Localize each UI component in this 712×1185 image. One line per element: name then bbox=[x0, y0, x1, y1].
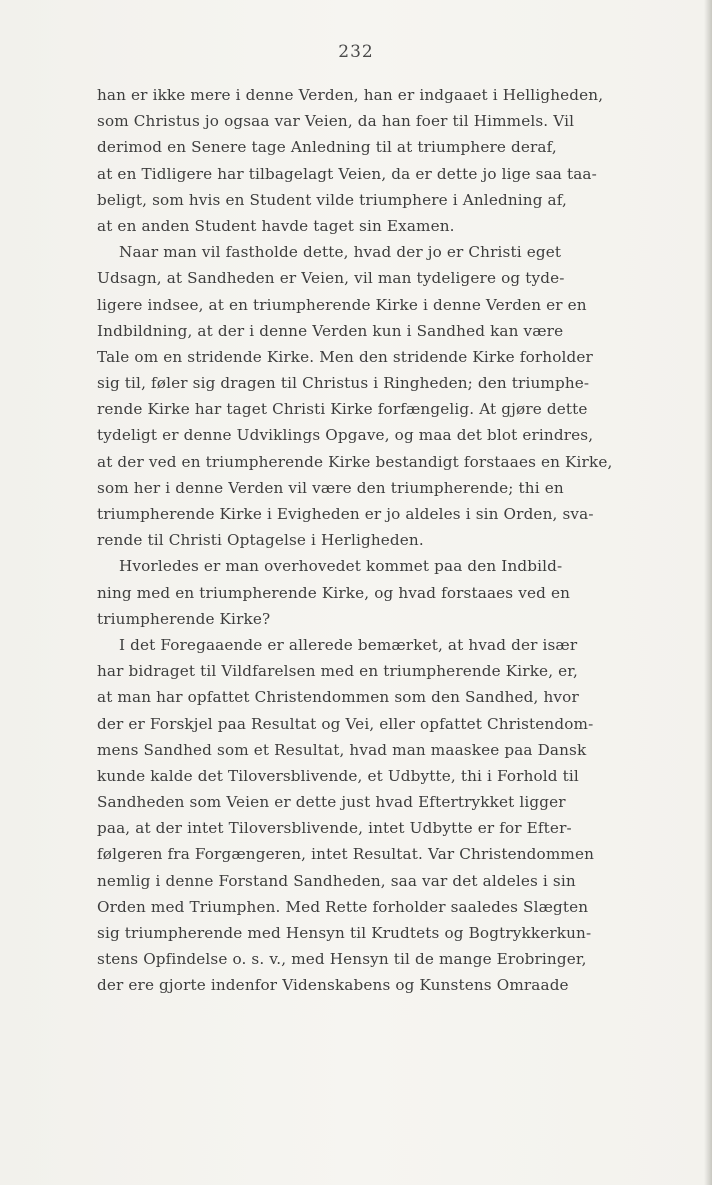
text-line: ligere indsee, at en triumpherende Kirke i denne Verden er en bbox=[97, 295, 587, 314]
text-line: Udsagn, at Sandheden er Veien, vil man tydeligere og tyde- bbox=[97, 269, 565, 288]
text-line: ning med en triumpherende Kirke, og hvad forstaaes ved en bbox=[97, 583, 571, 602]
text-line: der ere gjorte indenfor Videnskabens og Kunstens Omraade bbox=[97, 976, 569, 995]
text-line: har bidraget til Vildfarelsen med en triumpherende Kirke, er, bbox=[97, 662, 578, 681]
text-line: at en anden Student havde taget sin Examen. bbox=[97, 216, 455, 235]
paragraph-start-line: Hvorledes er man overhovedet kommet paa den Indbild- bbox=[119, 557, 563, 576]
paragraph-start-line: I det Foregaaende er allerede bemærket, at hvad der især bbox=[119, 635, 578, 654]
text-line: mens Sandhed som et Resultat, hvad man maaskee paa Dansk bbox=[97, 740, 587, 759]
text-line: triumpherende Kirke i Evigheden er jo aldeles i sin Orden, sva- bbox=[97, 505, 594, 523]
text-line: Indbildning, at der i denne Verden kun i Sandhed kan være bbox=[97, 321, 564, 340]
text-line: rende til Christi Optagelse i Herligheden. bbox=[97, 531, 424, 550]
text-line: der er Forskjel paa Resultat og Vei, eller opfattet Christendom- bbox=[97, 714, 594, 733]
text-line: paa, at der intet Tiloversblivende, intet Udbytte er for Efter- bbox=[97, 819, 572, 838]
text-line: triumpherende Kirke? bbox=[97, 609, 271, 628]
text-line: kunde kalde det Tiloversblivende, et Udbytte, thi i Forhold til bbox=[97, 766, 579, 785]
text-line: sig til, føler sig dragen til Christus i Ringheden; den triumphe- bbox=[97, 374, 590, 393]
text-line: at man har opfattet Christendommen som den Sandhed, hvor bbox=[97, 688, 579, 707]
text-line: rende Kirke har taget Christi Kirke forfængelig. At gjøre dette bbox=[97, 400, 588, 419]
text-line: følgeren fra Forgængeren, intet Resultat. Var Christendommen bbox=[97, 845, 595, 864]
text-line: han er ikke mere i denne Verden, han er indgaaet i Helligheden, bbox=[97, 86, 604, 104]
text-line: stens Opfindelse o. s. v., med Hensyn til de mange Erobringer, bbox=[97, 950, 587, 969]
text-line: derimod en Senere tage Anledning til at triumphere deraf, bbox=[97, 138, 557, 157]
text-line: nemlig i denne Forstand Sandheden, saa var det aldeles i sin bbox=[97, 871, 576, 890]
text-line: at en Tidligere har tilbagelagt Veien, da er dette jo lige saa taa- bbox=[97, 164, 597, 183]
page-number: 232 bbox=[338, 42, 374, 62]
text-line: at der ved en triumpherende Kirke bestandigt forstaaes en Kirke, bbox=[97, 452, 613, 471]
text-line: Sandheden som Veien er dette just hvad Eftertrykket ligger bbox=[97, 793, 566, 812]
text-line: Tale om en stridende Kirke. Men den stridende Kirke forholder bbox=[97, 347, 593, 366]
text-line: tydeligt er denne Udviklings Opgave, og maa det blot erindres, bbox=[97, 426, 594, 445]
text-line: beligt, som hvis en Student vilde triumphere i Anledning af, bbox=[97, 190, 567, 209]
text-line: Orden med Triumphen. Med Rette forholder saaledes Slægten bbox=[97, 897, 589, 916]
text-line: som Christus jo ogsaa var Veien, da han foer til Himmels. Vil bbox=[97, 112, 575, 131]
paragraph-start-line: Naar man vil fastholde dette, hvad der jo er Christi eget bbox=[119, 243, 562, 262]
body-text bbox=[97, 82, 669, 999]
page-edge-shadow bbox=[704, 0, 712, 1185]
text-line: sig triumpherende med Hensyn til Krudtets og Bogtrykkerkun- bbox=[97, 924, 592, 942]
text-line: som her i denne Verden vil være den triumpherende; thi en bbox=[97, 478, 564, 497]
